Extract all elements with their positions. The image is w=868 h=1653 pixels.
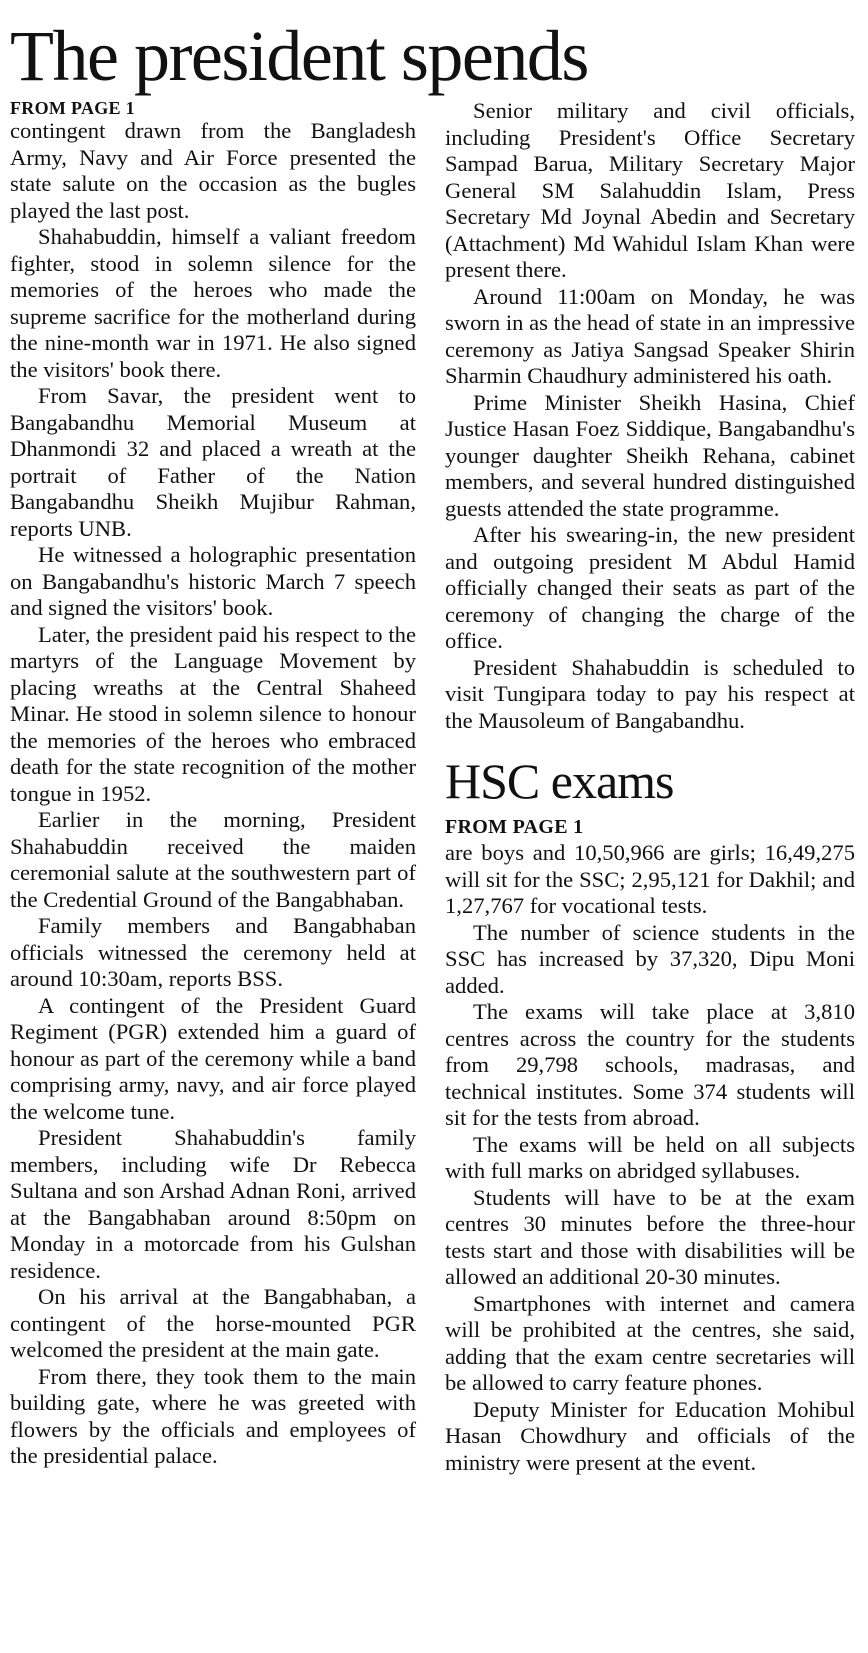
column-left	[10, 98, 416, 1470]
story1-paragraph: Later, the president paid his respect to the martyrs of the Language Movement by placing wreaths at the Central Shaheed Minar. He stood in solemn silence to honour the memories of the heroes who embraced death for the state recognition of the mother tongue in 1952.	[10, 621, 416, 806]
story2-paragraph: Deputy Minister for Education Mohibul Hasan Chowdhury and officials of the ministry were present at the event.	[445, 1396, 855, 1475]
story2-headline: HSC exams	[445, 753, 674, 809]
story1-paragraph: After his swearing-in, the new president and outgoing president M Abdul Hamid officially changed their seats as part of the ceremony of changing the charge of the office.	[445, 522, 855, 653]
story1-paragraph: Family members and Bangabhaban officials witnessed the ceremony held at around 10:30am, reports BSS.	[10, 913, 416, 991]
story1-paragraph: A contingent of the President Guard Regiment (PGR) extended him a guard of honour as part of the ceremony while a band comprising army, navy, and air force played the welcome tune.	[10, 992, 416, 1124]
story2-paragraph: The number of science students in the SSC has increased by 37,320, Dipu Moni added.	[445, 919, 855, 998]
story1-paragraph: contingent drawn from the Bangladesh Army, Navy and Air Force presented the state salute on the occasion as the bugles played the last post.	[10, 118, 416, 223]
story1-paragraph: President Shahabuddin's family members, including wife Dr Rebecca Sultana and son Arshad Adnan Roni, arrived at the Bangabhaban around 8:50pm on Monday in a motorcade from his Gulshan residence.	[10, 1125, 416, 1283]
story2-kicker: FROM PAGE 1	[445, 816, 584, 838]
story1-paragraph: Senior military and civil officials, including President's Office Secretary Sampad Barua, Military Secretary Major General SM Salahuddin Islam, Press Secretary Md Joynal Abedin and Secretary (Attachment) Md Wahidul Islam Khan were present there.	[445, 98, 855, 282]
story1-paragraph: On his arrival at the Bangabhaban, a contingent of the horse-mounted PGR welcomed the president at the main gate.	[10, 1284, 416, 1362]
story1-paragraph: He witnessed a holographic presentation on Bangabandhu's historic March 7 speech and signed the visitors' book.	[10, 542, 416, 620]
story2-paragraph: are boys and 10,50,966 are girls; 16,49,275 will sit for the SSC; 2,95,121 for Dakhil; and 1,27,767 for vocational tests.	[445, 840, 855, 918]
story1-paragraph: Earlier in the morning, President Shahabuddin received the maiden ceremonial salute at the southwestern part of the Credential Ground of the Bangabhaban.	[10, 807, 416, 912]
story1-paragraph: Prime Minister Sheikh Hasina, Chief Justice Hasan Foez Siddique, Bangabandhu's younger daughter Sheikh Rehana, cabinet members, and several hundred distinguished guests attended the state programme.	[445, 389, 855, 521]
story2-paragraph: Students will have to be at the exam centres 30 minutes before the three-hour tests start and those with disabilities will be allowed an additional 20-30 minutes.	[445, 1184, 855, 1289]
story1-paragraph: Shahabuddin, himself a valiant freedom fighter, stood in solemn silence for the memories of the heroes who made the supreme sacrifice for the motherland during the nine-month war in 1971. He also signed the visitors' book there.	[10, 224, 416, 382]
story1-headline: The president spends	[10, 16, 588, 96]
story1-paragraph: From there, they took them to the main building gate, where he was greeted with flowers by the officials and employees of the presidential palace.	[10, 1363, 416, 1468]
story1-paragraph: Around 11:00am on Monday, he was sworn in as the head of state in an impressive ceremony as Jatiya Sangsad Speaker Shirin Sharmin Chaudhury administered his oath.	[445, 283, 855, 388]
story2-paragraph: The exams will take place at 3,810 centres across the country for the students from 29,798 schools, madrasas, and technical institutes. Some 374 students will sit for the tests from abroad.	[445, 999, 855, 1130]
story1-paragraph: President Shahabuddin is scheduled to visit Tungipara today to pay his respect at the Mausoleum of Bangabandhu.	[445, 654, 855, 733]
story2-paragraph: The exams will be held on all subjects with full marks on abridged syllabuses.	[445, 1131, 855, 1183]
story1-paragraph: From Savar, the president went to Bangabandhu Memorial Museum at Dhanmondi 32 and placed a wreath at the portrait of Father of the Nation Bangabandhu Sheikh Mujibur Rahman, reports UNB.	[10, 383, 416, 541]
column-right	[445, 98, 855, 1476]
story1-kicker: FROM PAGE 1	[10, 98, 135, 118]
story2-paragraph: Smartphones with internet and camera will be prohibited at the centres, she said, adding that the exam centre secretaries will be allowed to carry feature phones.	[445, 1290, 855, 1395]
